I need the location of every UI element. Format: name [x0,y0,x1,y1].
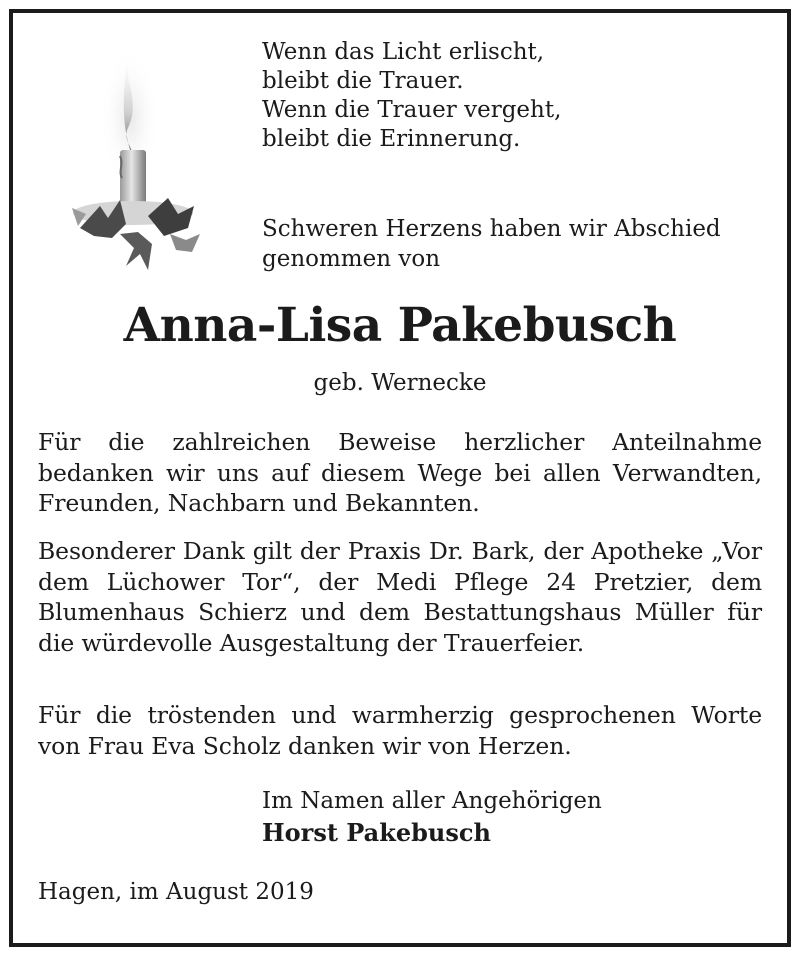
signoff-line: Im Namen aller Angehörigen [262,788,602,814]
farewell-intro [262,214,721,274]
poem-line: Wenn die Trauer vergeht, [262,97,562,123]
signer-name: Horst Pakebusch [262,818,491,847]
thanks-paragraph: Für die zahlreichen Beweise herzlicher Anteilnahme bedanken wir uns auf diesem Wege bei allen Verwandten, Freunden, Nachbarn und Bekannten. [38,428,762,517]
special-thanks-paragraph: Besonderer Dank gilt der Praxis Dr. Bark, der Apotheke „Vor dem Lüchower Tor“, der Medi Pflege 24 Pretzier, dem Blumenhaus Schierz und dem Bestattungshaus Müller für die würdevolle Ausgestaltung der Trauerfeier. [38,537,762,657]
deceased-name: Anna-Lisa Pakebusch [123,298,677,353]
birth-name: geb. Wernecke [313,370,487,396]
intro-line: genommen von [262,246,441,272]
intro-line: Schweren Herzens haben wir Abschied [262,216,721,242]
poem-line: Wenn das Licht erlischt, [262,39,545,65]
candle-icon [60,38,215,278]
signoff [262,786,602,848]
poem [262,38,561,154]
poem-line: bleibt die Trauer. [262,68,464,94]
poem-line: bleibt die Erinnerung. [262,126,521,152]
place-date: Hagen, im August 2019 [38,879,314,905]
closing-thanks-paragraph: Für die tröstenden und warmherzig gesprochenen Worte von Frau Eva Scholz danken wir von Herzen. [38,701,762,760]
